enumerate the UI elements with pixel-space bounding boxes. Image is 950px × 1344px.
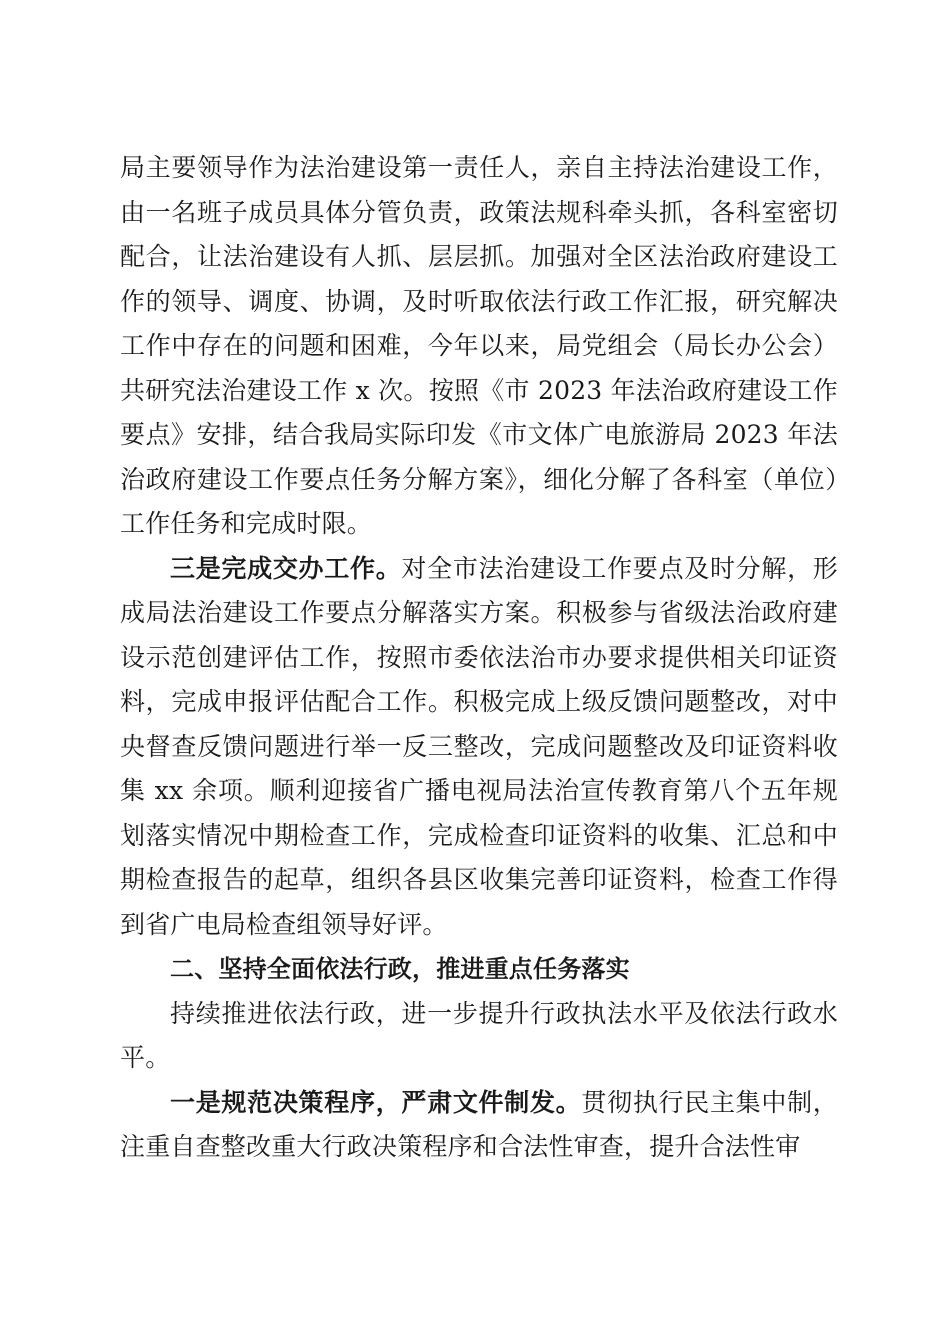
paragraph-assigned-work xyxy=(120,547,838,948)
paragraph-leadership xyxy=(120,146,838,547)
paragraph-decision-procedure xyxy=(120,1081,838,1170)
paragraph-leadership-text: 局主要领导作为法治建设第一责任人，亲自主持法治建设工作，由一名班子成员具体分管负责，政策法规科牵头抓，各科室密切配合，让法治建设有人抓、层层抓。加强对全区法治政府建设工作的领导、调度、协调，及时听取依法行政工作汇报，研究解决工作中存在的问题和困难，今年以来，局党组会（局长办公会）共研究法治建设工作 x 次。按照《市 2023 年法治政府建设工作要点》安排，结合我局实际印发《市文体广电旅游局 2023 年法治政府建设工作要点任务分解方案》，细化分解了各科室（单位）工作任务和完成时限。 xyxy=(120,153,839,538)
paragraph-decision-procedure-text: 贯彻执行民主集中制，注重自查整改重大行政决策程序和合法性审查，提升合法性审 xyxy=(120,1087,838,1161)
section-heading-2: 二、坚持全面依法行政，推进重点任务落实 xyxy=(170,955,630,983)
paragraph-assigned-work-text: 对全市法治建设工作要点及时分解，形成局法治建设工作要点分解落实方案。积极参与省级法治政府建设示范创建评估工作，按照市委依法治市办要求提供相关印证资料，完成申报评估配合工作。积极完成上级反馈问题整改，对中央督查反馈问题进行举一反三整改，完成问题整改及印证资料收集 xx 余项。顺利迎接省广播电视局法治宣传教育第八个五年规划落实情况中期检查工作，完成检查印证资料的收集、汇总和中期检查报告的起草，组织各县区收集完善印证资料，检查工作得到省广电局检查组领导好评。 xyxy=(120,553,838,939)
paragraph-section-intro xyxy=(120,992,838,1081)
paragraph-section-intro-text: 持续推进依法行政，进一步提升行政执法水平及依法行政水平。 xyxy=(120,998,838,1072)
paragraph-decision-procedure-lead: 一是规范决策程序，严肃文件制发。 xyxy=(170,1087,582,1117)
document-body xyxy=(120,146,838,1170)
paragraph-assigned-work-lead: 三是完成交办工作。 xyxy=(170,553,402,583)
